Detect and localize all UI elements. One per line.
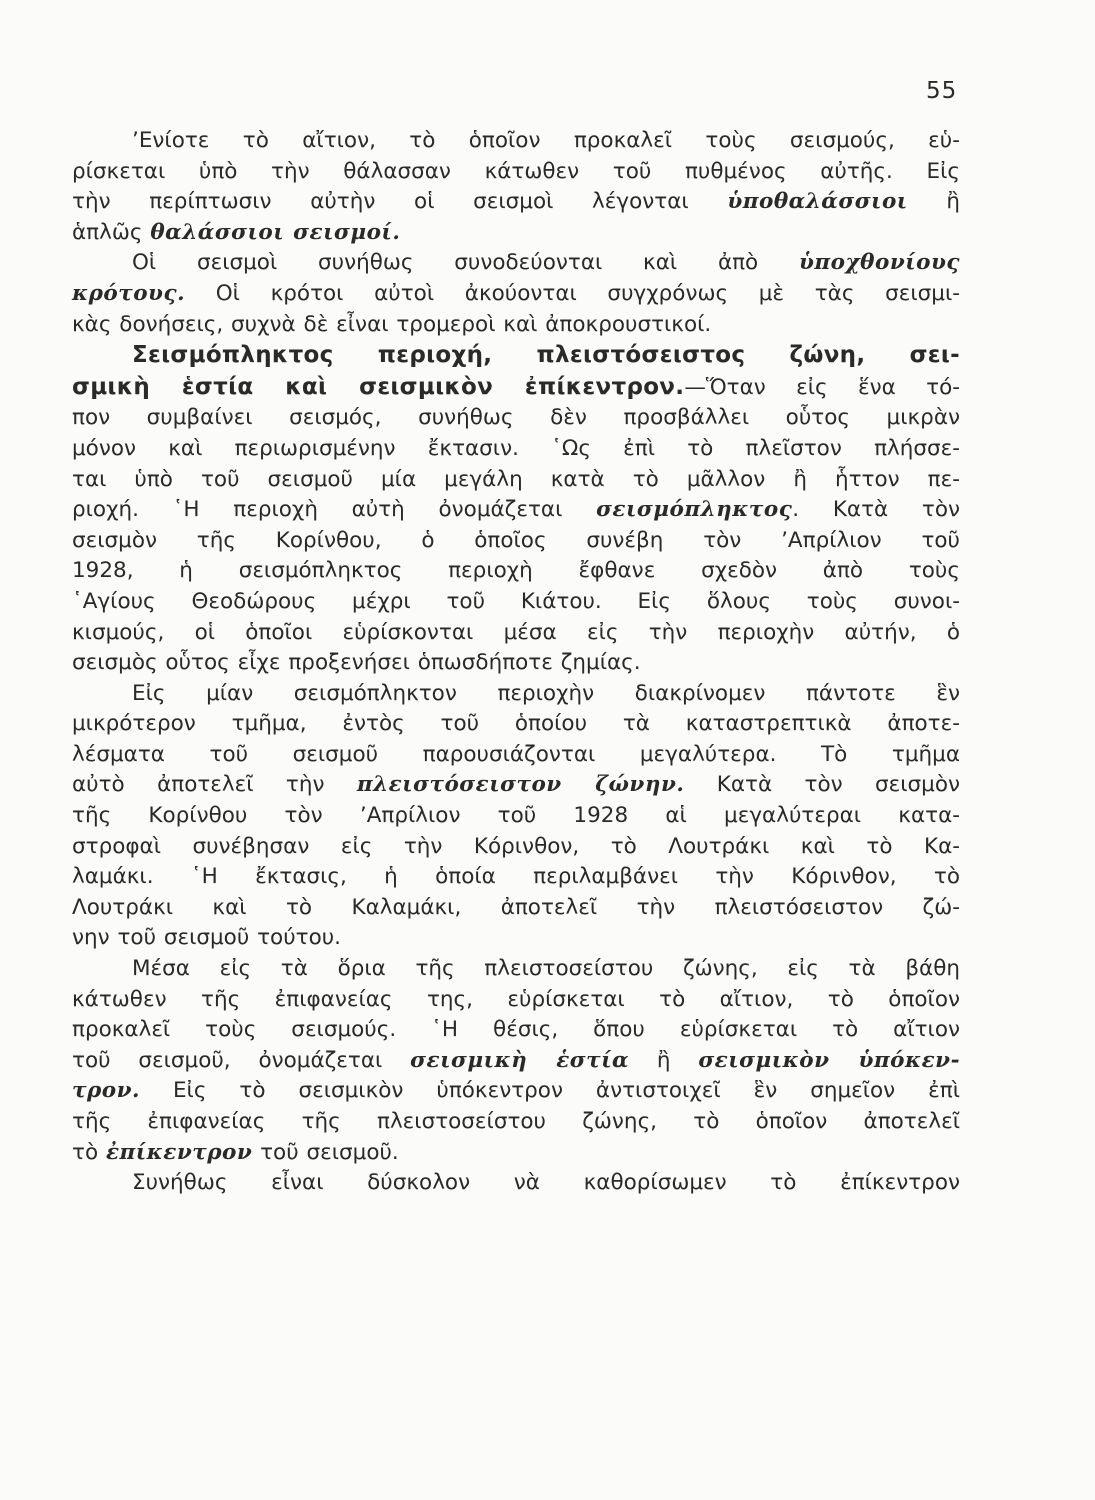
emphasized-term: ὑποχθονίους: [799, 250, 960, 276]
text-line: [72, 434, 960, 465]
text-segment: λαμάκι. ῾Η ἔκτασις, ἡ ὁποία περιλαμβάνει τὴν Κόρινθον, τὸ: [72, 864, 960, 890]
emphasized-term: σεισμικὸν ὑπόκεν-: [698, 1047, 960, 1073]
text-segment: ρίσκεται ὑπὸ τὴν θάλασσαν κάτωθεν τοῦ πυθμένος αὐτῆς. Εἰς: [72, 158, 960, 184]
text-line: [72, 187, 960, 218]
text-segment: Κατὰ τὸν σεισμὸν: [684, 772, 960, 798]
text-line: [72, 1168, 960, 1199]
text-segment: αὐτὸ ἀποτελεῖ τὴν: [72, 772, 357, 798]
text-line: [72, 556, 960, 587]
text-segment: ῾Αγίους Θεοδώρους μέχρι τοῦ Κιάτου. Εἰς ὅλους τοὺς συνοι-: [72, 588, 960, 614]
text-line: [72, 709, 960, 740]
text-segment: ἁπλῶς: [72, 219, 151, 245]
text-line: [72, 495, 960, 526]
emphasized-term: σεισμόπληκτος: [596, 497, 793, 523]
text-segment: πον συμβαίνει σεισμός, συνήθως δὲν προσβάλλει οὗτος μικρὰν: [72, 405, 960, 431]
text-segment: Οἱ σεισμοὶ συνήθως συνοδεύονται καὶ ἀπὸ: [132, 250, 799, 276]
text-line: [72, 923, 960, 954]
text-segment: μικρότερον τμῆμα, ἐντὸς τοῦ ὁποίου τὰ καταστρεπτικὰ ἀποτε-: [72, 711, 960, 737]
text-line: [72, 1076, 960, 1107]
text-line: [72, 526, 960, 557]
text-segment: τὴν περίπτωσιν αὐτὴν οἱ σεισμοὶ λέγονται: [72, 189, 728, 215]
text-line: [72, 1138, 960, 1169]
text-line: [72, 801, 960, 832]
text-segment: ἢ: [907, 189, 960, 215]
text-line: [72, 954, 960, 985]
text-line: [72, 770, 960, 801]
emphasized-term: σεισμικὴ ἑστία: [410, 1047, 630, 1073]
text-line: [72, 157, 960, 188]
section-heading-text: σμικὴ ἑστία καὶ σεισμικὸν ἐπίκεντρον.: [72, 373, 685, 400]
text-segment: κὰς δονήσεις, συχνὰ δὲ εἶναι τρομεροὶ καὶ ἀποκρουστικοί.: [72, 311, 712, 337]
text-segment: κισμούς, οἱ ὁποῖοι εὑρίσκονται μέσα εἰς τὴν περιοχὴν αὐτήν, ὁ: [72, 619, 960, 645]
text-line: [72, 648, 960, 679]
text-line: [72, 832, 960, 863]
text-segment: Οἱ κρότοι αὐτοὶ ἀκούονται συγχρόνως μὲ τὰς σεισμι-: [185, 280, 960, 306]
text-segment: ἢ: [629, 1047, 699, 1073]
text-segment: Λουτράκι καὶ τὸ Καλαμάκι, ἀποτελεῖ τὴν πλειστόσειστον ζώ-: [72, 894, 960, 920]
emphasized-term: πλειστόσειστον ζώνην.: [356, 772, 685, 798]
text-line: [72, 893, 960, 924]
emphasized-term: θαλάσσιοι σεισμοί.: [150, 219, 401, 245]
text-segment: ’Ενίοτε τὸ αἴτιον, τὸ ὁποῖον προκαλεῖ τοὺς σεισμούς, εὑ-: [132, 128, 960, 153]
text-segment: μόνον καὶ περιωρισμένην ἔκτασιν. ῾Ως ἐπὶ τὸ πλεῖστον πλήσσε-: [72, 435, 960, 461]
emphasized-term: ὑποθαλάσσιοι: [727, 189, 908, 215]
text-segment: λέσματα τοῦ σεισμοῦ παρουσιάζονται μεγαλύτερα. Τὸ τμῆμα: [72, 741, 960, 767]
text-segment: τοῦ σεισμοῦ.: [252, 1139, 399, 1165]
text-line: [72, 587, 960, 618]
text-line: [72, 862, 960, 893]
text-line: [72, 248, 960, 279]
text-segment: ται ὑπὸ τοῦ σεισμοῦ μία μεγάλη κατὰ τὸ μᾶλλον ἢ ἧττον πε-: [72, 466, 960, 492]
text-line: [72, 1046, 960, 1077]
page-number: 55: [926, 78, 958, 104]
section-heading-text: Σεισμόπληκτος περιοχή, πλειστόσειστος ζώνη, σει-: [132, 342, 960, 369]
text-line: [72, 618, 960, 649]
text-line: [72, 985, 960, 1016]
text-segment: σεισμὸς οὗτος εἶχε προξενήσει ὁπωσδήποτε ζημίας.: [72, 650, 641, 676]
text-segment: στροφαὶ συνέβησαν εἰς τὴν Κόρινθον, τὸ Λουτράκι καὶ τὸ Κα-: [72, 833, 960, 859]
emphasized-term: ἐπίκεντρον: [105, 1139, 253, 1165]
text-segment: κάτωθεν τῆς ἐπιφανείας της, εὑρίσκεται τὸ αἴτιον, τὸ ὁποῖον: [72, 986, 960, 1012]
emphasized-term: κρότους.: [72, 280, 186, 306]
text-line: [72, 403, 960, 434]
text-segment: Εἰς τὸ σεισμικὸν ὑπόκεντρον ἀντιστοιχεῖ ἓν σημεῖον ἐπὶ: [140, 1078, 960, 1104]
text-line: [72, 679, 960, 710]
text-line: [72, 1107, 960, 1138]
body-text: [72, 126, 960, 1199]
text-segment: τὸ: [72, 1139, 106, 1165]
text-line: [72, 740, 960, 771]
text-segment: 1928, ἡ σεισμόπληκτος περιοχὴ ἔφθανε σχεδὸν ἀπὸ τοὺς: [72, 558, 960, 584]
text-segment: νην τοῦ σεισμοῦ τούτου.: [72, 925, 342, 951]
text-segment: ριοχή. ῾Η περιοχὴ αὐτὴ ὀνομάζεται: [72, 497, 597, 523]
text-line: [72, 465, 960, 496]
emphasized-term: τρον.: [72, 1078, 141, 1104]
text-segment: Συνήθως εἶναι δύσκολον νὰ καθορίσωμεν τὸ ἐπίκεντρον: [132, 1170, 960, 1196]
text-segment: τῆς ἐπιφανείας τῆς πλειστοσείστου ζώνης, τὸ ὁποῖον ἀποτελεῖ: [72, 1109, 960, 1134]
text-segment: . Κατὰ τὸν: [792, 497, 961, 523]
text-line: [72, 218, 960, 249]
text-line: [72, 126, 960, 157]
text-segment: σεισμὸν τῆς Κορίνθου, ὁ ὁποῖος συνέβη τὸν ’Απρίλιον τοῦ: [72, 527, 960, 553]
text-line: [72, 1015, 960, 1046]
text-segment: τοῦ σεισμοῦ, ὀνομάζεται: [72, 1047, 411, 1073]
text-segment: προκαλεῖ τοὺς σεισμούς. ῾Η θέσις, ὅπου εὑρίσκεται τὸ αἴτιον: [72, 1017, 960, 1043]
text-line: [72, 310, 960, 341]
text-segment: —Ὅταν εἰς ἕνα τό-: [684, 374, 960, 400]
text-segment: Εἰς μίαν σεισμόπληκτον περιοχὴν διακρίνομεν πάντοτε ἓν: [132, 680, 960, 706]
text-segment: Μέσα εἰς τὰ ὅρια τῆς πλειστοσείστου ζώνης, εἰς τὰ βάθη: [132, 956, 960, 982]
text-segment: τῆς Κορίνθου τὸν ’Απρίλιον τοῦ 1928 αἱ μεγαλύτεραι κατα-: [72, 803, 960, 829]
text-line: [72, 372, 960, 404]
text-line: [72, 340, 960, 372]
text-line: [72, 279, 960, 310]
